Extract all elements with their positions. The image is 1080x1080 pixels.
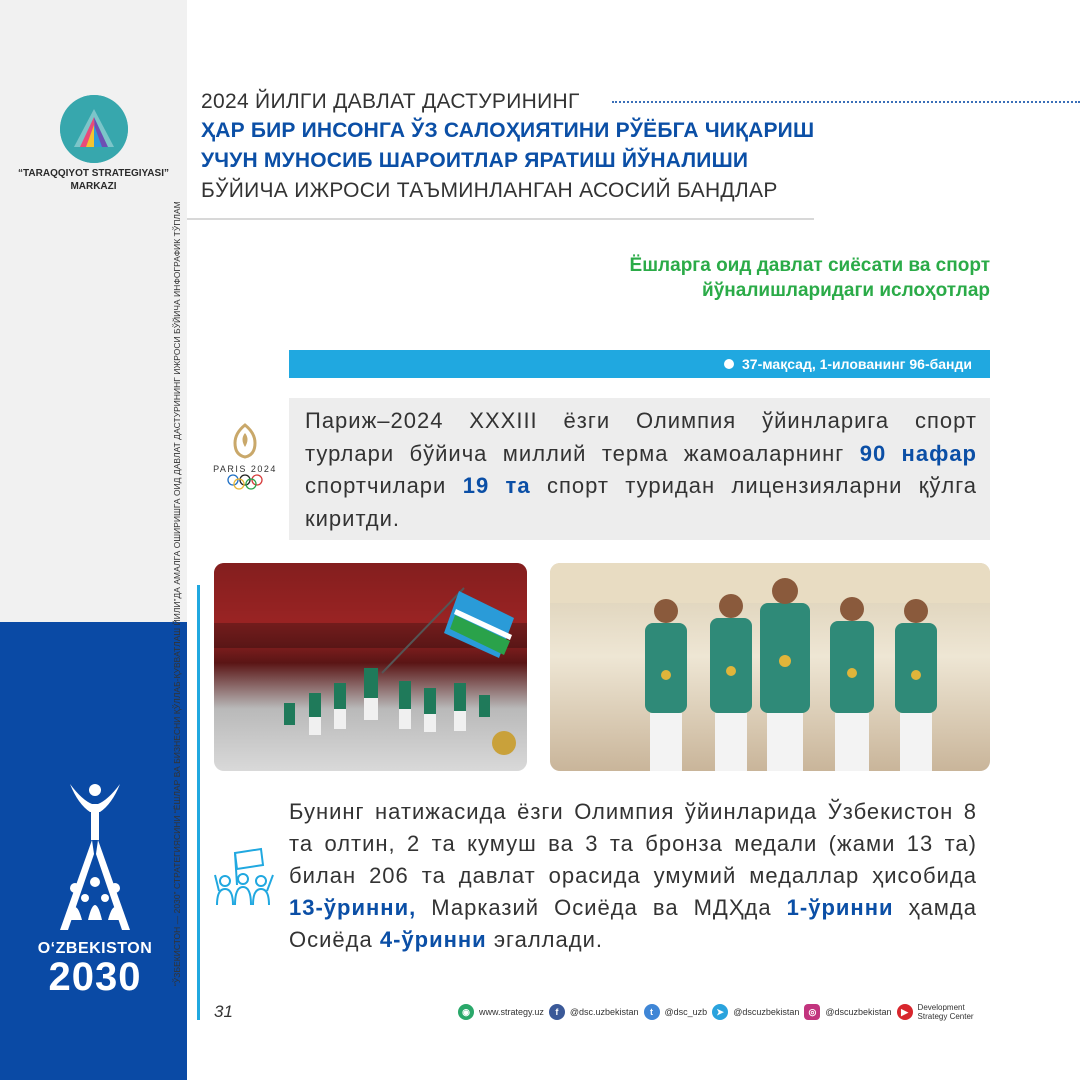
- youtube-icon: ▶: [897, 1004, 913, 1020]
- para1-highlight-sports: 19 та: [462, 473, 531, 498]
- title-line2: ҲАР БИР ИНСОНГА ЎЗ САЛОҲИЯТИНИ РЎЁБГА ЧИҚАРИШ: [201, 119, 815, 142]
- title-line3: УЧУН МУНОСИБ ШАРОИТЛАР ЯРАТИШ ЙЎНАЛИШИ: [201, 149, 749, 172]
- side-accent-line: [197, 585, 200, 1020]
- para1-text-c: спортчилари: [305, 473, 463, 498]
- page-number: 31: [214, 1002, 233, 1021]
- para2-text-c: Марказий Осиёда ва МДҲда: [416, 895, 787, 920]
- para2-text-e: ҳамда Осиёда: [289, 895, 977, 952]
- instagram-icon: ◎: [804, 1004, 820, 1020]
- youtube-label-line1: Development: [917, 1003, 965, 1012]
- twitter-icon: t: [644, 1004, 660, 1020]
- athletes-medals-photo: [550, 563, 990, 771]
- title-dotted-divider: [612, 101, 1080, 103]
- section-heading: [630, 253, 990, 303]
- page-title: [201, 88, 814, 206]
- vertical-collection-title: “ЎЗБЕКИСТОН — 2030” СТРАТЕГИЯСИНИ “ЁШЛАР ВА БИЗНЕСНИ ҚЎЛЛАБ-ҚУВВАТЛАШ ЙИЛИ”ДА АМАЛГА ОШИРИШГА ОИД ДАВЛАТ ДАСТУРИНИНГ ИЖРОСИ БЎЙИЧА ИНФОГРАФИК ТЎПЛАМ: [172, 201, 182, 986]
- para1-text-a: Париж–2024 XXXIII ёзги Олимпия ўйинларига спорт турлари бўйича миллий терма жамоаларнинг: [305, 408, 977, 466]
- bullet-icon: [724, 359, 734, 369]
- para2-highlight-overall-rank: 13-ўринни,: [289, 895, 417, 920]
- para2-highlight-asia-rank: 4-ўринни: [379, 927, 487, 952]
- para1-text-e: спорт туридан лицензияларни қўлга киритди.: [305, 473, 978, 531]
- paragraph-results: [289, 796, 977, 956]
- website-link[interactable]: www.strategy.uz: [479, 1007, 544, 1017]
- para1-highlight-athletes: 90 нафар: [859, 440, 977, 466]
- goal-bar: [289, 350, 990, 378]
- youtube-link[interactable]: [918, 1003, 974, 1021]
- para2-highlight-region-rank: 1-ўринни: [786, 895, 894, 920]
- globe-icon: ◉: [458, 1004, 474, 1020]
- opening-ceremony-photo: [214, 563, 527, 771]
- title-line1: 2024 ЙИЛГИ ДАВЛАТ ДАСТУРИНИНГ: [201, 90, 580, 113]
- telegram-link[interactable]: @dscuzbekistan: [733, 1007, 800, 1017]
- facebook-icon: f: [549, 1004, 565, 1020]
- facebook-link[interactable]: @dsc.uzbekistan: [569, 1007, 639, 1017]
- fans-cheering-icon: [213, 845, 277, 915]
- section-heading-line1: Ёшларга оид давлат сиёсати ва спорт: [629, 255, 990, 276]
- olympic-rings-icon: [225, 474, 265, 490]
- title-underline: [187, 218, 814, 220]
- twitter-link[interactable]: @dsc_uzb: [664, 1007, 708, 1017]
- instagram-link[interactable]: @dscuzbekistan: [825, 1007, 892, 1017]
- uzbekistan-2030-emblem-icon: [30, 770, 160, 940]
- paris-2024-logo: [213, 423, 277, 495]
- brand-year: 2030: [48, 955, 142, 999]
- olympic-flame-icon: [225, 423, 265, 459]
- goal-label: 37-мақсад, 1-илованинг 96-банди: [742, 356, 972, 372]
- org-name-line2: MARKAZI: [70, 181, 117, 192]
- youtube-label-line2: Strategy Center: [917, 1012, 974, 1021]
- taraqqiyot-logo-icon: [60, 95, 128, 163]
- para2-text-g: эгаллади.: [486, 927, 603, 952]
- section-heading-line2: йўналишларидаги ислоҳотлар: [702, 280, 990, 301]
- paragraph-licenses: [305, 405, 977, 535]
- org-logo-block: [0, 95, 187, 193]
- footer-links: [458, 1003, 974, 1021]
- brand-name: O‘ZBEKISTON: [37, 940, 153, 957]
- org-name-line1: “TARAQQIYOT STRATEGIYASI”: [18, 168, 169, 179]
- paris-logo-text: PARIS 2024: [213, 464, 277, 474]
- para2-text-a: Бунинг натижасида ёзги Олимпия ўйинларида Ўзбекистон 8 та олтин, 2 та кумуш ва 3 та бронза медали (жами 13 та) билан 206 та давлат орасида умумий медаллар ҳисобида: [289, 799, 977, 888]
- title-line4: БЎЙИЧА ИЖРОСИ ТАЪМИНЛАНГАН АСОСИЙ БАНДЛАР: [201, 179, 778, 202]
- telegram-icon: ➤: [712, 1004, 728, 1020]
- sidebar-top-panel: [0, 0, 187, 622]
